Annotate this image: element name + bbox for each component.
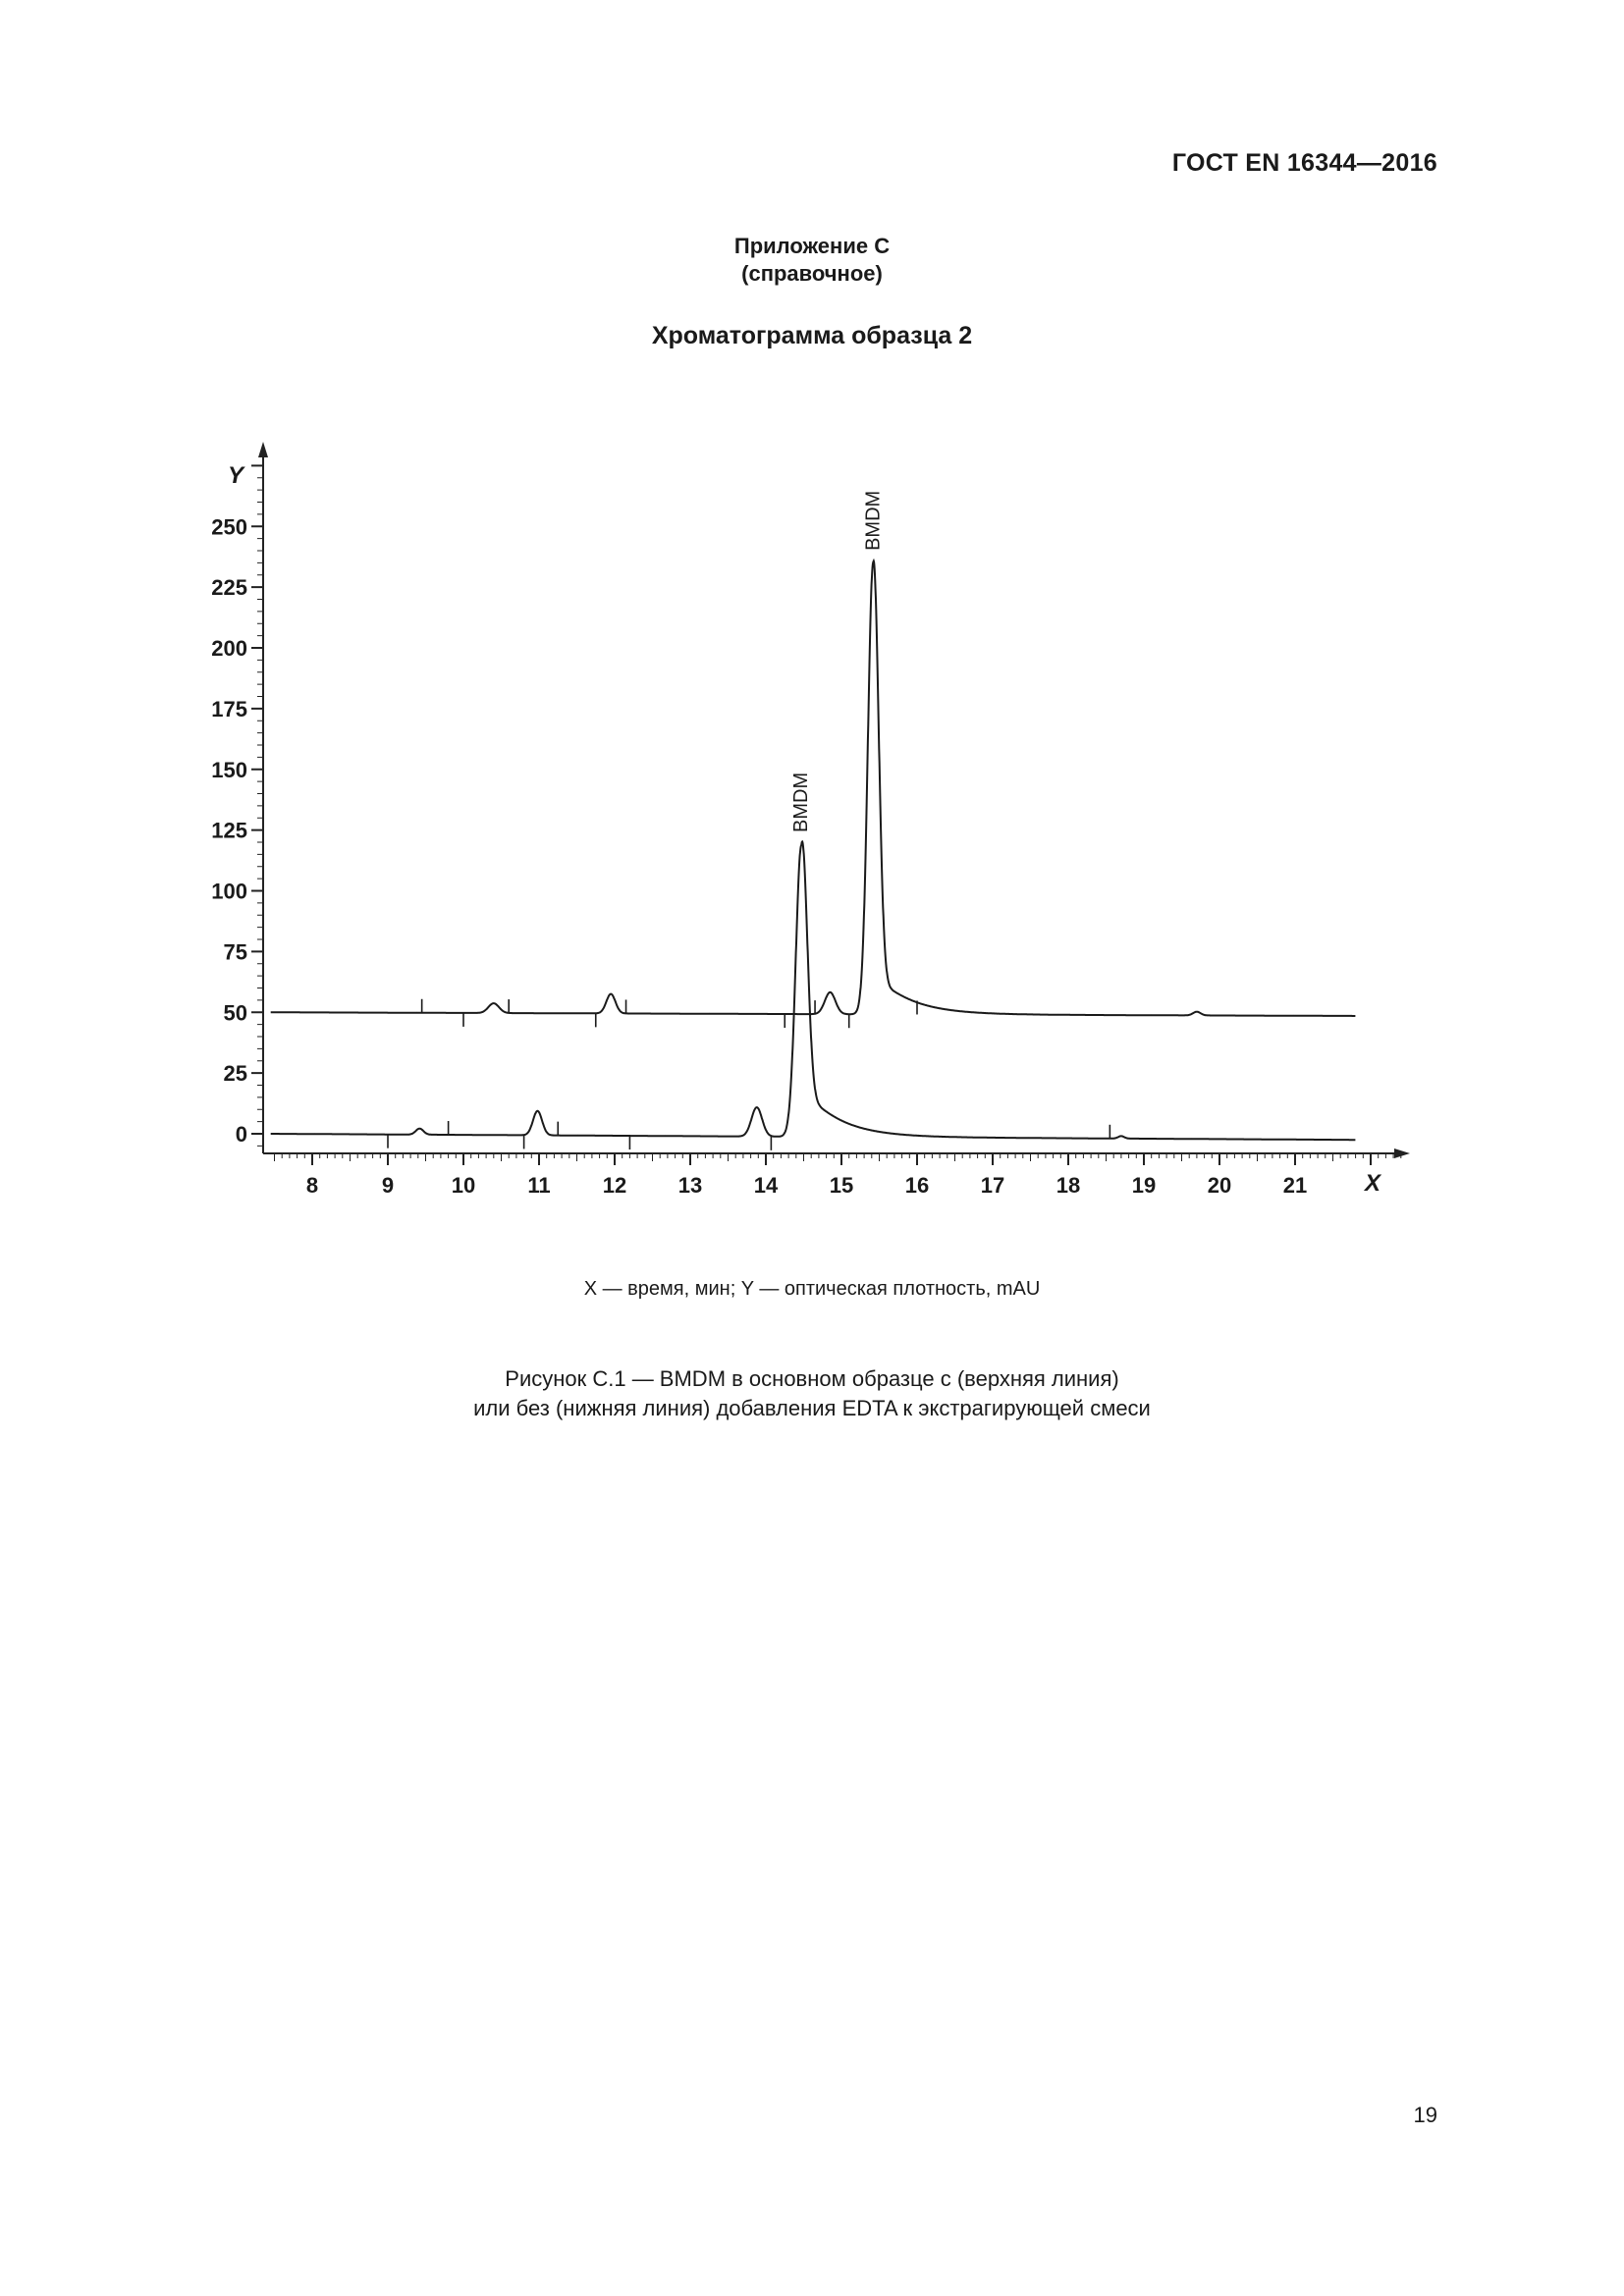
- x-tick-label: 14: [753, 1173, 779, 1198]
- chart-traces: [271, 561, 1356, 1150]
- axis-legend: X — время, мин; Y — оптическая плотность, mAU: [583, 1278, 1041, 1300]
- y-tick-label: 150: [211, 757, 247, 782]
- peak-label-bmdm: BMDM: [790, 772, 813, 832]
- x-tick-label: 13: [677, 1173, 703, 1198]
- y-tick-label: 50: [223, 1000, 247, 1026]
- y-axis-name: Y: [228, 462, 244, 489]
- chart-labels: [211, 462, 1382, 1198]
- x-tick-label: 10: [451, 1173, 476, 1198]
- figure-caption-line2: или без (нижняя линия) добавления EDTA к экстрагирующей смеси: [473, 1396, 1151, 1420]
- y-tick-label: 100: [211, 879, 247, 904]
- appendix-type: (справочное): [741, 261, 883, 286]
- y-axis-arrow: [258, 442, 268, 457]
- x-tick-label: 15: [829, 1173, 854, 1198]
- y-tick-label: 75: [223, 939, 247, 965]
- x-axis-name: X: [1365, 1170, 1381, 1197]
- document-code: ГОСТ EN 16344—2016: [1171, 149, 1437, 177]
- x-tick-label: 21: [1282, 1173, 1308, 1198]
- x-tick-label: 17: [980, 1173, 1005, 1198]
- figure-caption-line1: Рисунок С.1 — BMDM в основном образце с (верхняя линия): [505, 1366, 1119, 1391]
- x-tick-label: 16: [904, 1173, 930, 1198]
- figure-title: Хроматограмма образца 2: [651, 322, 973, 349]
- appendix-heading: Приложение С: [733, 234, 891, 258]
- x-tick-label: 11: [527, 1173, 551, 1198]
- y-tick-label: 225: [211, 575, 247, 601]
- y-tick-label: 175: [211, 696, 247, 721]
- chart-axes: [258, 442, 1410, 1158]
- x-tick-label: 8: [305, 1173, 319, 1198]
- peak-label-bmdm: BMDM: [862, 490, 885, 551]
- y-tick-label: 0: [235, 1122, 247, 1147]
- chart-ticks: [251, 465, 1401, 1165]
- page-number: 19: [1413, 2103, 1437, 2127]
- x-tick-label: 9: [381, 1173, 395, 1198]
- x-tick-label: 20: [1207, 1173, 1232, 1198]
- upper-trace-line: [271, 561, 1356, 1017]
- y-tick-label: 200: [211, 636, 247, 661]
- x-tick-label: 12: [602, 1173, 627, 1198]
- y-tick-label: 125: [211, 818, 247, 843]
- lower-trace-line: [271, 841, 1356, 1140]
- y-tick-label: 25: [223, 1061, 247, 1087]
- x-tick-label: 18: [1056, 1173, 1081, 1198]
- y-tick-label: 250: [211, 514, 247, 540]
- x-tick-label: 19: [1131, 1173, 1157, 1198]
- x-axis-arrow: [1394, 1148, 1410, 1158]
